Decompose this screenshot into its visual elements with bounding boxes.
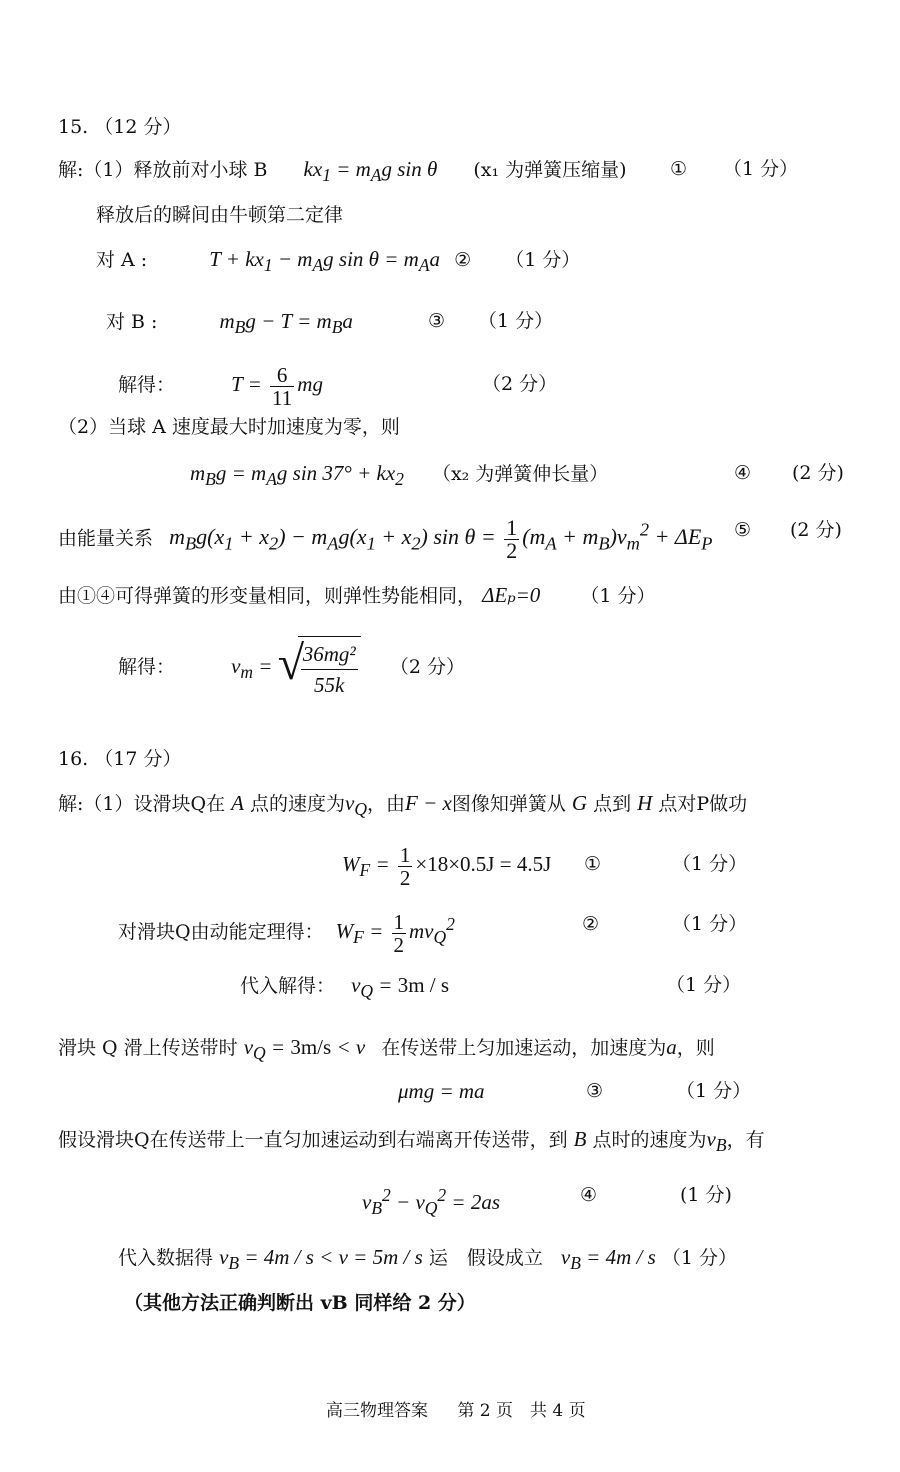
q16-line-1: 解:（1）设滑块Q在 A 点的速度为$v_Q$，由F − x图像知弹簧从 G 点到 H 点对P做功 <box>58 791 748 820</box>
q16-l6-score: （1 分） <box>676 1080 752 1102</box>
q16-l5-a: 滑块 Q 滑上传送带时 <box>58 1037 238 1059</box>
q15-eq7-num: 36mg² <box>301 639 358 670</box>
q16-eq-3: $v_Q = 3m / s$ <box>351 973 450 1002</box>
q15-l4-label: 对 B : <box>106 311 158 333</box>
q15-l3-label: 对 A : <box>96 249 148 271</box>
q16-l4-score: （1 分） <box>666 974 742 996</box>
q16-l3-num: ② <box>582 913 600 935</box>
q16-l9-b: 运 假设成立 <box>428 1247 543 1269</box>
q16-l1-a: 解:（1）设滑块Q在 <box>58 793 226 815</box>
q15-line-2: 释放后的瞬间由牛顿第二定律 <box>96 204 344 226</box>
q15-eq4-fraction <box>270 364 294 409</box>
q16-l9-score: （1 分） <box>661 1247 737 1269</box>
q15-l4-score: （1 分） <box>478 310 554 332</box>
q15-eq-7: $v_m$ = √ $\frac{\text{36mg²}}{55k}$ <box>231 654 366 678</box>
q15-l10-score: （2 分） <box>389 656 466 678</box>
q16-l3-label: 对滑块Q由动能定理得： <box>118 921 324 943</box>
q15-heading: 15. （12 分） <box>58 116 182 138</box>
q16-eq-6: $v_B^2 - v_Q^2 = 2as$ <box>362 1185 501 1219</box>
q15-eq-6: $m_Bg(x_1 + x_2) - m_Ag(x_1 + x_2)$ sin θ = $\frac{1}{2}$ $(m_A + m_B)v_m^2 + \Delta E_P$ <box>169 514 713 563</box>
q16-l1-d: 图像知弹簧从 <box>451 793 566 815</box>
q16-eq-4: $v_Q = 3m/s < v$ <box>243 1035 366 1064</box>
q16-eq-8: $v_B = 4m / s$ <box>560 1245 656 1274</box>
q15-l3-num: ② <box>454 249 472 271</box>
q16-l9-a: 代入数据得 <box>118 1247 214 1269</box>
q16-line-10: （其他方法正确判断出 vB 同样给 2 分） <box>124 1292 476 1314</box>
q15-line-9 <box>58 582 655 609</box>
q15-l5-score: （2 分） <box>482 373 558 395</box>
q16-eq-5: μmg = ma <box>398 1079 485 1103</box>
q16-l8-num: ④ <box>580 1184 598 1206</box>
q15-line-6: （2）当球 A 速度最大时加速度为零，则 <box>58 416 400 438</box>
q15-eq7-fraction <box>301 639 358 700</box>
q15-eq4-den: 11 <box>272 385 293 410</box>
q16-line-4 <box>240 972 742 1004</box>
q16-line-9 <box>118 1244 737 1276</box>
q16-eq-1: $W_F$ = $\frac{1}{2}$ ×18×0.5J = 4.5J <box>342 842 552 890</box>
q15-line-1 <box>58 156 799 188</box>
q16-eq1-half: $\frac{1}{2}$ <box>399 842 411 890</box>
q15-eq6-half: $\frac{1}{2}$ <box>506 514 518 563</box>
q15-l8-num: ⑤ <box>734 519 752 541</box>
q16-eq1-expr: ×18×0.5J = 4.5J <box>415 852 552 876</box>
q15-l9-score: （1 分） <box>580 585 656 607</box>
q16-l7-c: ，有 <box>726 1129 765 1151</box>
q15-line-5 <box>118 362 558 410</box>
q15-line-4 <box>106 308 554 340</box>
q16-l1-c: ，由 <box>366 793 405 815</box>
q15-eq-5: $m_Bg = m_Ag$ $\sin 37^\circ + kx_2$ <box>190 461 404 490</box>
q15-l5-label: 解得： <box>118 374 176 396</box>
q16-heading: 16. （17 分） <box>58 748 182 770</box>
q15-l1-prefix: 解:（1）释放前对小球 B <box>58 159 268 181</box>
q16-l2-score: （1 分） <box>672 853 748 875</box>
q16-l3-score: （1 分） <box>672 913 748 935</box>
q16-eq-7: $v_B = 4m / s < v = 5m / s$ <box>219 1245 423 1274</box>
q15-l1-num: ① <box>670 158 688 180</box>
q15-l7-num: ④ <box>734 462 752 484</box>
q15-l8-score: (2 分) <box>790 519 842 541</box>
q16-line-8 <box>362 1182 732 1221</box>
q15-eq-4: T = $\frac{6}{11}$ mg <box>231 362 323 410</box>
q16-l7-b: 点时的速度为 <box>592 1129 707 1151</box>
q15-l3-score: （1 分） <box>505 249 581 271</box>
q15-line-7 <box>190 460 844 492</box>
q16-l5-b: 在传送带上匀加速运动，加速度为 <box>381 1037 667 1059</box>
q15-l7-score: (2 分) <box>792 462 844 484</box>
q16-line-5: 滑块 Q 滑上传送带时 $v_Q = 3m/s < v$ 在传送带上匀加速运动，加速度为a，则 <box>58 1035 715 1064</box>
q16-line-3 <box>118 902 748 959</box>
q16-l7-a: 假设滑块Q在传送带上一直匀加速运动到右端离开传送带，到 <box>58 1129 568 1151</box>
q15-l9-text: 由①④可得弹簧的形变量相同，则弹性势能相同， <box>58 585 477 607</box>
q16-l2-num: ① <box>584 853 602 875</box>
q15-l8-label: 由能量关系 <box>58 527 154 550</box>
q16-line-7: 假设滑块Q在传送带上一直匀加速运动到右端离开传送带，到 B 点时的速度为$v_B$，有 <box>58 1127 765 1156</box>
q15-line-10 <box>118 636 465 702</box>
q16-line-2 <box>342 842 748 892</box>
q15-eq4-num: 6 <box>270 364 294 387</box>
q16-l1-f: 点对P做功 <box>658 793 748 815</box>
footer-page: 第 2 页 共 4 页 <box>457 1401 586 1421</box>
footer-subject: 高三物理答案 <box>326 1401 428 1421</box>
q15-l9-eq: ΔEₚ=0 <box>482 583 541 607</box>
q16-eq-2: $W_F$ = $\frac{1}{2}$ $mv_Q^2$ <box>335 909 455 957</box>
q15-l1-note: (x₁ 为弹簧压缩量) <box>473 159 627 181</box>
q15-eq-1: $kx_1 = m_Ag$ sin θ <box>303 157 438 186</box>
q15-l7-note: （x₂ 为弹簧伸长量） <box>431 463 609 485</box>
q16-l8-score: (1 分) <box>680 1184 732 1206</box>
q16-l4-label: 代入解得： <box>240 975 336 997</box>
q15-line-8 <box>58 508 842 566</box>
q15-eq-3: $m_Bg - T = m_Ba$ <box>219 309 353 338</box>
q16-l5-c: ，则 <box>676 1037 715 1059</box>
q15-l1-score: （1 分） <box>723 158 799 180</box>
q15-l4-num: ③ <box>428 310 446 332</box>
q16-l6-num: ③ <box>586 1080 604 1102</box>
q16-l1-e: 点到 <box>593 793 632 815</box>
q15-eq7-sqrt: √ $\frac{\text{36mg²}}{55k}$ <box>278 636 361 700</box>
q15-eq-2: $T + kx_1 - m_Ag$ $\sin \theta = m_Aa$ <box>209 247 441 276</box>
q15-eq7-den: 55k <box>314 673 345 698</box>
q15-l10-label: 解得： <box>118 656 176 678</box>
q15-line-3 <box>96 246 580 278</box>
q16-line-6 <box>398 1078 752 1105</box>
q16-l1-b: 点的速度为 <box>250 793 346 815</box>
page-footer <box>326 1398 586 1424</box>
